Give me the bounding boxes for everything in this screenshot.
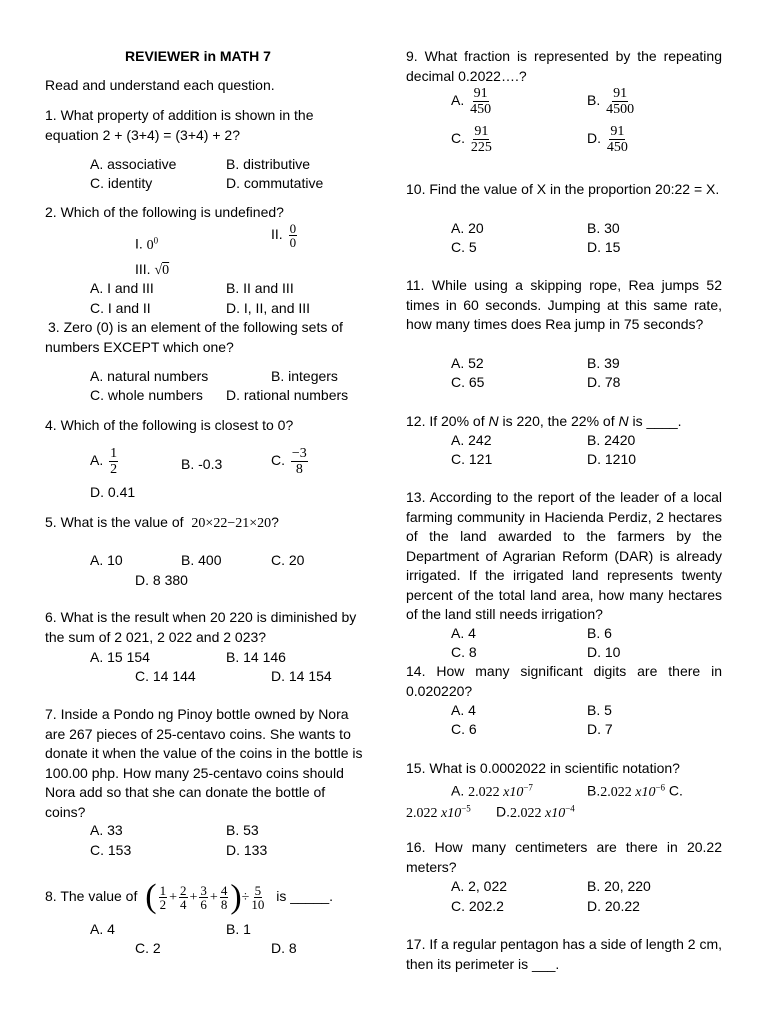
q4-choice-a: A. $\frac{1}{2}$ [90, 446, 118, 477]
q10-choice-a: A. 20 [451, 220, 484, 236]
q6-choice-a: A. 15 154 [90, 649, 150, 665]
zero-power-zero: $0^0$ [146, 235, 159, 253]
q12-choice-c: C. 121 [451, 451, 493, 467]
q11-choice-a: A. 52 [451, 355, 484, 371]
q4-choice-d: D. 0.41 [90, 484, 136, 500]
question-15: 15. What is 0.0002022 in scientific notation? [406, 760, 680, 776]
q1-choice-c: C. identity [90, 175, 153, 191]
q3-choice-c: C. whole numbers [90, 387, 203, 403]
q11-choice-d: D. 78 [587, 374, 621, 390]
question-12: 12. If 20% of N is 220, the 22% of N is ____. [406, 413, 682, 429]
question-10: 10. Find the value of X in the proportion 20:22 = X. [406, 181, 720, 197]
q2-choice-d: D. I, II, and III [226, 300, 311, 316]
q12-choice-b: B. 2420 [587, 432, 636, 448]
q7-choice-a: A. 33 [90, 822, 123, 838]
q3-choice-b: B. integers [271, 368, 338, 384]
q6-choice-b: B. 14 146 [226, 649, 286, 665]
q14-choice-d: D. 7 [587, 721, 613, 737]
q11-choice-c: C. 65 [451, 374, 485, 390]
question-11: 11. While using a skipping rope, Rea jumps 52 times in 60 seconds. Jumping at this same rate, how many times does Rea jump in 75 seconds? [406, 277, 722, 332]
q5-choice-c: C. 20 [271, 552, 305, 568]
q16-choice-b: B. 20, 220 [587, 878, 651, 894]
instructions: Read and understand each question. [45, 77, 275, 93]
q15-choice-a: A. 2.022 $x10^{-7}$ [451, 782, 533, 800]
q8-fraction-3: $\frac{3}{6}$ [200, 882, 207, 912]
q2-item-ii: II. $\frac{0}{0}$ [271, 221, 297, 250]
q8-choice-b: B. 1 [226, 921, 251, 937]
q16-choice-d: D. 20.22 [587, 898, 640, 914]
q13-choice-a: A. 4 [451, 625, 476, 641]
q12-choice-a: A. 242 [451, 432, 492, 448]
q16-choice-c: C. 202.2 [451, 898, 504, 914]
q1-choice-d: D. commutative [226, 175, 324, 191]
question-7: 7. Inside a Pondo ng Pinoy bottle owned by Nora are 267 pieces of 25-centavo coins. She wants to donate it when the value of the coins in the bottle is 100.00 php. How many 25-centavo coins should Nora add so that she can donate the bottle of coins? [45, 706, 363, 820]
q1-choice-b: B. distributive [226, 156, 311, 172]
q6-choice-d: D. 14 154 [271, 668, 332, 684]
q11-choice-b: B. 39 [587, 355, 620, 371]
q8-choice-d: D. 8 [271, 940, 297, 956]
q14-choice-b: B. 5 [587, 702, 612, 718]
question-2: 2. Which of the following is undefined? [45, 204, 284, 220]
q8-fraction-2: $\frac{2}{4}$ [180, 882, 187, 912]
page-title: REVIEWER in MATH 7 [125, 48, 271, 64]
question-1: 1. What property of addition is shown in the equation 2 + (3+4) = (3+4) + 2? [45, 107, 314, 143]
q8-fraction-4: $\frac{4}{8}$ [220, 882, 228, 912]
q4-choice-c: C. $\frac{-3}{8}$ [271, 446, 307, 477]
q10-choice-b: B. 30 [587, 220, 620, 236]
q9-choice-d: D. $\frac{91}{450}$ [587, 124, 628, 155]
q5-expression: 20×22−21×20 [191, 516, 272, 531]
q8-choice-c: C. 2 [135, 940, 161, 956]
sqrt-icon: √0 [154, 263, 170, 278]
q1-choice-a: A. associative [90, 156, 177, 172]
q16-choice-a: A. 2, 022 [451, 878, 508, 894]
q15-choice-b: B.2.022 $x10^{-6}$ C. [587, 782, 683, 800]
q8-choice-a: A. 4 [90, 921, 115, 937]
q4-choice-b: B. -0.3 [181, 456, 223, 472]
q15-choice-d: D.2.022 $x10^{-4}$ [496, 803, 575, 821]
q8-fraction-5: $\frac{5}{10}$ [251, 882, 265, 912]
q3-choice-d: D. rational numbers [226, 387, 349, 403]
q12-choice-d: D. 1210 [587, 451, 637, 467]
question-9: 9. What fraction is represented by the repeating decimal 0.2022….? [406, 48, 722, 84]
q9-choice-a: A. $\frac{91}{450}$ [451, 86, 492, 117]
q7-choice-d: D. 133 [226, 842, 268, 858]
question-4: 4. Which of the following is closest to 0? [45, 417, 294, 433]
q2-choice-b: B. II and III [226, 280, 294, 296]
q2-item-i: I. $0^0$ [135, 235, 159, 253]
q2-choice-c: C. I and II [90, 300, 151, 316]
q9-choice-b: B. $\frac{91}{4500}$ [587, 86, 635, 117]
zero-over-zero: $\frac{0}{0}$ [289, 221, 297, 250]
q2-choice-a: A. I and III [90, 280, 154, 296]
q3-choice-a: A. natural numbers [90, 368, 209, 384]
q2-item-iii: III. √0 [135, 261, 170, 278]
q5-choice-a: A. 10 [90, 552, 123, 568]
question-17: 17. If a regular pentagon has a side of length 2 cm, then its perimeter is ___. [406, 936, 722, 972]
q6-choice-c: C. 14 144 [135, 668, 196, 684]
q5-choice-d: D. 8 380 [135, 572, 188, 588]
q10-choice-c: C. 5 [451, 239, 477, 255]
question-8: 8. The value of ( $\frac{1}{2}$ + $\frac{2}{4}$ + $\frac{3}{6}$ + $\frac{4}{8}$ )÷ $\frac{5}{10}$ is _____. [45, 878, 334, 916]
q13-choice-c: C. 8 [451, 644, 477, 660]
q14-choice-c: C. 6 [451, 721, 477, 737]
q10-choice-d: D. 15 [587, 239, 621, 255]
question-13: 13. According to the report of the leader of a local farming community in Hacienda Perdiz, 2 hectares of the land awarded to the farmers by the Department of Agrarian Reform (DAR) is already irrigated. If the irrigated land represents twenty percent of the total land area, how many hectares of the land still needs irrigation? [406, 489, 722, 622]
q9-choice-c: C. $\frac{91}{225}$ [451, 124, 492, 155]
question-16: 16. How many centimeters are there in 20.22 meters? [406, 839, 722, 875]
q14-choice-a: A. 4 [451, 702, 476, 718]
question-14: 14. How many significant digits are there in 0.020220? [406, 663, 722, 699]
q8-fraction-1: $\frac{1}{2}$ [159, 882, 167, 912]
q13-choice-d: D. 10 [587, 644, 621, 660]
q7-choice-b: B. 53 [226, 822, 259, 838]
q5-choice-b: B. 400 [181, 552, 222, 568]
question-5: 5. What is the value of 20×22−21×20? [45, 514, 279, 531]
q13-choice-b: B. 6 [587, 625, 612, 641]
q7-choice-c: C. 153 [90, 842, 132, 858]
question-6: 6. What is the result when 20 220 is diminished by the sum of 2 021, 2 022 and 2 023? [45, 609, 357, 645]
question-3: 3. Zero (0) is an element of the following sets of numbers EXCEPT which one? [45, 319, 343, 355]
q15-choice-c: 2.022 $x10^{-5}$ [406, 803, 471, 821]
